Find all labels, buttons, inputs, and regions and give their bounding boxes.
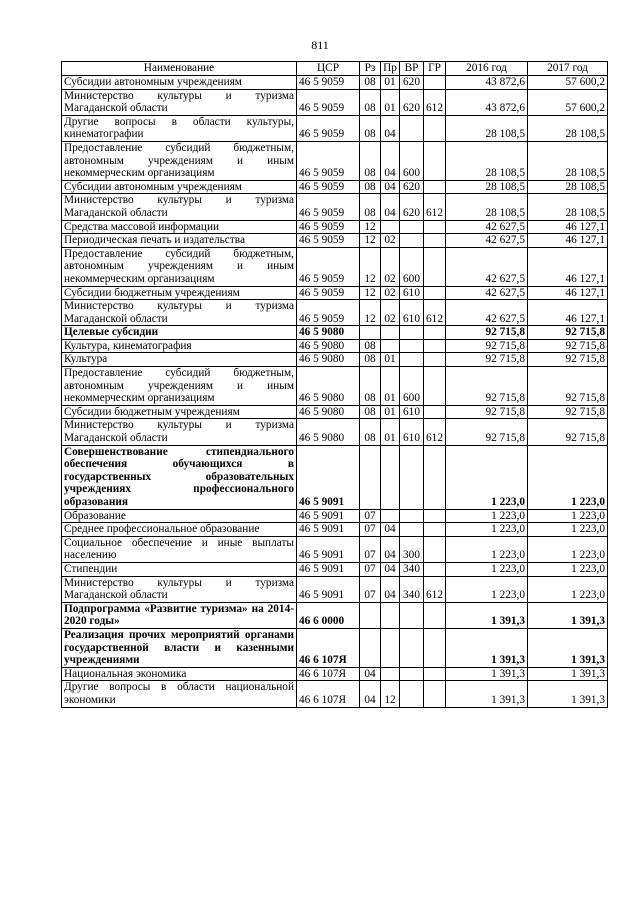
row-gr [424, 247, 446, 286]
row-gr [424, 445, 446, 509]
row-amount-2016: 1 223,0 [446, 536, 528, 562]
row-amount-2016: 1 223,0 [446, 509, 528, 523]
row-amount-2017: 1 223,0 [528, 523, 608, 537]
row-name: Другие вопросы в области культуры, кинематографии [62, 115, 297, 141]
row-amount-2017: 1 391,3 [528, 628, 608, 667]
row-rz: 04 [360, 681, 381, 707]
row-amount-2016: 1 223,0 [446, 523, 528, 537]
row-amount-2017: 1 391,3 [528, 667, 608, 681]
row-pr: 04 [381, 141, 400, 180]
row-pr: 04 [381, 576, 400, 602]
row-pr: 02 [381, 247, 400, 286]
row-name: Национальная экономика [62, 667, 297, 681]
row-amount-2017: 92 715,8 [528, 339, 608, 353]
row-csr: 46 5 9080 [297, 419, 360, 445]
row-name: Министерство культуры и туризма Магаданской области [62, 89, 297, 115]
row-name: Субсидии бюджетным учреждениям [62, 405, 297, 419]
row-gr [424, 339, 446, 353]
row-vr: 610 [400, 300, 424, 326]
row-csr: 46 6 107Я [297, 667, 360, 681]
row-rz: 08 [360, 115, 381, 141]
row-amount-2016: 1 391,3 [446, 667, 528, 681]
row-vr [400, 667, 424, 681]
table-row [62, 300, 608, 326]
table-row [62, 419, 608, 445]
row-name: Предоставление субсидий бюджетным, автономным учреждениям и иным некоммерческим организациям [62, 141, 297, 180]
row-vr: 610 [400, 405, 424, 419]
row-name: Культура, кинематография [62, 339, 297, 353]
row-vr [400, 220, 424, 234]
row-gr [424, 405, 446, 419]
row-pr: 02 [381, 286, 400, 300]
row-gr [424, 367, 446, 406]
row-rz: 08 [360, 180, 381, 194]
table-row [62, 367, 608, 406]
row-name: Реализация прочих мероприятий органами государственной власти и казенными учреждениями [62, 628, 297, 667]
row-rz: 08 [360, 141, 381, 180]
row-gr [424, 523, 446, 537]
row-gr [424, 220, 446, 234]
row-vr [400, 115, 424, 141]
row-amount-2016: 43 872,6 [446, 76, 528, 90]
row-name: Другие вопросы в области национальной экономики [62, 681, 297, 707]
row-vr [400, 326, 424, 340]
row-gr [424, 509, 446, 523]
row-pr: 04 [381, 115, 400, 141]
table-row [62, 667, 608, 681]
table-row [62, 509, 608, 523]
row-csr: 46 5 9059 [297, 180, 360, 194]
row-pr: 04 [381, 194, 400, 220]
row-csr: 46 5 9059 [297, 141, 360, 180]
row-csr: 46 5 9080 [297, 326, 360, 340]
row-csr: 46 5 9080 [297, 405, 360, 419]
row-vr: 600 [400, 247, 424, 286]
row-pr [381, 509, 400, 523]
budget-table [61, 61, 608, 708]
row-amount-2016: 28 108,5 [446, 141, 528, 180]
row-amount-2017: 1 391,3 [528, 681, 608, 707]
row-amount-2016: 1 223,0 [446, 576, 528, 602]
row-rz: 08 [360, 419, 381, 445]
row-name: Подпрограмма «Развитие туризма» на 2014-2020 годы» [62, 602, 297, 628]
row-amount-2017: 92 715,8 [528, 419, 608, 445]
row-rz: 07 [360, 576, 381, 602]
row-amount-2017: 28 108,5 [528, 141, 608, 180]
row-gr [424, 562, 446, 576]
row-vr [400, 681, 424, 707]
row-amount-2016: 42 627,5 [446, 220, 528, 234]
row-amount-2017: 46 127,1 [528, 234, 608, 248]
row-csr: 46 5 9059 [297, 234, 360, 248]
row-amount-2017: 1 223,0 [528, 562, 608, 576]
row-pr: 04 [381, 180, 400, 194]
table-row [62, 523, 608, 537]
row-csr: 46 5 9059 [297, 89, 360, 115]
row-name: Субсидии бюджетным учреждениям [62, 286, 297, 300]
table-row [62, 76, 608, 90]
row-name: Культура [62, 353, 297, 367]
row-rz: 08 [360, 76, 381, 90]
row-csr: 46 5 9059 [297, 194, 360, 220]
row-amount-2017: 28 108,5 [528, 194, 608, 220]
row-pr [381, 628, 400, 667]
row-vr: 340 [400, 562, 424, 576]
row-rz: 07 [360, 509, 381, 523]
row-vr: 620 [400, 180, 424, 194]
row-rz [360, 628, 381, 667]
header-vr: ВР [400, 62, 424, 76]
row-rz: 07 [360, 562, 381, 576]
row-csr: 46 6 107Я [297, 681, 360, 707]
row-gr: 612 [424, 194, 446, 220]
row-rz: 07 [360, 536, 381, 562]
row-pr [381, 667, 400, 681]
row-vr: 340 [400, 576, 424, 602]
row-amount-2016: 1 391,3 [446, 681, 528, 707]
row-amount-2017: 57 600,2 [528, 76, 608, 90]
row-amount-2017: 1 223,0 [528, 576, 608, 602]
row-amount-2017: 46 127,1 [528, 300, 608, 326]
row-vr [400, 234, 424, 248]
table-row [62, 562, 608, 576]
row-name: Субсидии автономным учреждениям [62, 76, 297, 90]
row-vr [400, 509, 424, 523]
row-gr [424, 681, 446, 707]
row-amount-2017: 28 108,5 [528, 180, 608, 194]
table-row [62, 286, 608, 300]
row-pr [381, 220, 400, 234]
row-amount-2017: 92 715,8 [528, 405, 608, 419]
table-row [62, 115, 608, 141]
table-row [62, 326, 608, 340]
row-vr [400, 339, 424, 353]
row-rz [360, 445, 381, 509]
row-amount-2016: 42 627,5 [446, 247, 528, 286]
table-row [62, 180, 608, 194]
row-name: Министерство культуры и туризма Магаданской области [62, 194, 297, 220]
row-amount-2016: 42 627,5 [446, 234, 528, 248]
row-name: Средства массовой информации [62, 220, 297, 234]
table-row [62, 141, 608, 180]
row-rz: 12 [360, 234, 381, 248]
row-csr: 46 5 9091 [297, 445, 360, 509]
row-pr: 01 [381, 89, 400, 115]
table-row [62, 353, 608, 367]
row-amount-2017: 92 715,8 [528, 367, 608, 406]
row-name: Министерство культуры и туризма Магаданской области [62, 300, 297, 326]
row-amount-2017: 1 223,0 [528, 536, 608, 562]
table-row [62, 576, 608, 602]
row-vr [400, 602, 424, 628]
table-row [62, 194, 608, 220]
row-csr: 46 5 9059 [297, 300, 360, 326]
header-csr: ЦСР [297, 62, 360, 76]
row-csr: 46 5 9080 [297, 353, 360, 367]
row-amount-2017: 1 391,3 [528, 602, 608, 628]
row-gr [424, 141, 446, 180]
row-amount-2016: 43 872,6 [446, 89, 528, 115]
row-gr [424, 628, 446, 667]
row-pr: 04 [381, 523, 400, 537]
row-amount-2016: 28 108,5 [446, 115, 528, 141]
row-gr: 612 [424, 419, 446, 445]
row-rz: 12 [360, 286, 381, 300]
row-name: Стипендии [62, 562, 297, 576]
row-amount-2016: 42 627,5 [446, 300, 528, 326]
table-row [62, 89, 608, 115]
row-csr: 46 5 9091 [297, 509, 360, 523]
row-rz: 07 [360, 523, 381, 537]
row-gr: 612 [424, 300, 446, 326]
row-pr: 01 [381, 405, 400, 419]
row-amount-2016: 42 627,5 [446, 286, 528, 300]
row-amount-2016: 1 223,0 [446, 445, 528, 509]
row-name: Совершенствование стипендиального обеспечения обучающихся в государственных образовательных учреждениях профессионального образования [62, 445, 297, 509]
table-row [62, 536, 608, 562]
table-row [62, 681, 608, 707]
row-gr [424, 536, 446, 562]
row-amount-2016: 92 715,8 [446, 326, 528, 340]
row-csr: 46 5 9080 [297, 339, 360, 353]
row-name: Министерство культуры и туризма Магаданской области [62, 576, 297, 602]
row-amount-2016: 92 715,8 [446, 419, 528, 445]
table-row [62, 445, 608, 509]
row-csr: 46 5 9091 [297, 536, 360, 562]
row-vr: 600 [400, 367, 424, 406]
row-pr: 04 [381, 562, 400, 576]
row-rz [360, 326, 381, 340]
row-rz: 08 [360, 89, 381, 115]
row-gr: 612 [424, 576, 446, 602]
row-amount-2016: 92 715,8 [446, 405, 528, 419]
row-amount-2017: 1 223,0 [528, 509, 608, 523]
row-amount-2016: 1 391,3 [446, 628, 528, 667]
row-amount-2016: 1 223,0 [446, 562, 528, 576]
row-gr [424, 326, 446, 340]
row-amount-2017: 28 108,5 [528, 115, 608, 141]
row-csr: 46 6 107Я [297, 628, 360, 667]
row-name: Социальное обеспечение и иные выплаты населению [62, 536, 297, 562]
row-vr: 600 [400, 141, 424, 180]
row-rz: 08 [360, 339, 381, 353]
row-vr: 620 [400, 76, 424, 90]
row-pr: 01 [381, 353, 400, 367]
row-gr [424, 602, 446, 628]
row-pr: 01 [381, 367, 400, 406]
row-amount-2017: 92 715,8 [528, 353, 608, 367]
row-amount-2017: 92 715,8 [528, 326, 608, 340]
row-gr [424, 76, 446, 90]
row-pr: 04 [381, 536, 400, 562]
row-amount-2017: 46 127,1 [528, 220, 608, 234]
row-name: Министерство культуры и туризма Магаданской области [62, 419, 297, 445]
row-gr [424, 667, 446, 681]
row-name: Среднее профессиональное образование [62, 523, 297, 537]
row-vr [400, 353, 424, 367]
page-number: 811 [311, 38, 329, 52]
row-amount-2017: 46 127,1 [528, 286, 608, 300]
header-year-2017: 2017 год [528, 62, 608, 76]
row-vr: 610 [400, 419, 424, 445]
header-year-2016: 2016 год [446, 62, 528, 76]
header-rz: Рз [360, 62, 381, 76]
row-amount-2016: 28 108,5 [446, 194, 528, 220]
row-vr [400, 523, 424, 537]
row-name: Предоставление субсидий бюджетным, автономным учреждениям и иным некоммерческим организациям [62, 247, 297, 286]
row-vr [400, 628, 424, 667]
row-rz: 08 [360, 194, 381, 220]
row-pr: 02 [381, 300, 400, 326]
row-pr [381, 326, 400, 340]
row-amount-2016: 28 108,5 [446, 180, 528, 194]
table-row [62, 339, 608, 353]
row-vr [400, 445, 424, 509]
row-rz: 08 [360, 367, 381, 406]
row-rz: 04 [360, 667, 381, 681]
row-amount-2016: 92 715,8 [446, 339, 528, 353]
row-rz: 08 [360, 405, 381, 419]
row-amount-2016: 92 715,8 [446, 353, 528, 367]
table-header-row [62, 62, 608, 76]
row-pr [381, 602, 400, 628]
row-gr [424, 115, 446, 141]
row-amount-2016: 92 715,8 [446, 367, 528, 406]
row-gr: 612 [424, 89, 446, 115]
table-body [62, 76, 608, 708]
row-csr: 46 5 9091 [297, 562, 360, 576]
row-vr: 610 [400, 286, 424, 300]
row-csr: 46 5 9059 [297, 220, 360, 234]
row-rz: 12 [360, 300, 381, 326]
table-row [62, 405, 608, 419]
row-rz [360, 602, 381, 628]
row-name: Целевые субсидии [62, 326, 297, 340]
row-csr: 46 5 9091 [297, 576, 360, 602]
row-csr: 46 5 9059 [297, 247, 360, 286]
row-csr: 46 5 9059 [297, 115, 360, 141]
row-csr: 46 5 9059 [297, 286, 360, 300]
row-name: Образование [62, 509, 297, 523]
row-csr: 46 5 9059 [297, 76, 360, 90]
row-rz: 12 [360, 220, 381, 234]
row-name: Периодическая печать и издательства [62, 234, 297, 248]
table-row [62, 602, 608, 628]
row-pr [381, 339, 400, 353]
row-pr [381, 445, 400, 509]
table-row [62, 220, 608, 234]
header-gr: ГР [424, 62, 446, 76]
row-amount-2016: 1 391,3 [446, 602, 528, 628]
row-vr: 620 [400, 194, 424, 220]
row-amount-2017: 46 127,1 [528, 247, 608, 286]
row-rz: 08 [360, 353, 381, 367]
row-gr [424, 180, 446, 194]
header-pr: Пр [381, 62, 400, 76]
table-row [62, 628, 608, 667]
row-gr [424, 234, 446, 248]
row-vr: 300 [400, 536, 424, 562]
row-vr: 620 [400, 89, 424, 115]
row-name: Субсидии автономным учреждениям [62, 180, 297, 194]
row-csr: 46 6 0000 [297, 602, 360, 628]
row-pr: 01 [381, 419, 400, 445]
header-name: Наименование [62, 62, 297, 76]
row-amount-2017: 1 223,0 [528, 445, 608, 509]
row-amount-2017: 57 600,2 [528, 89, 608, 115]
row-csr: 46 5 9091 [297, 523, 360, 537]
row-pr: 12 [381, 681, 400, 707]
row-gr [424, 353, 446, 367]
table-row [62, 234, 608, 248]
table-row [62, 247, 608, 286]
row-rz: 12 [360, 247, 381, 286]
row-pr: 01 [381, 76, 400, 90]
row-csr: 46 5 9080 [297, 367, 360, 406]
row-name: Предоставление субсидий бюджетным, автономным учреждениям и иным некоммерческим организациям [62, 367, 297, 406]
row-pr: 02 [381, 234, 400, 248]
row-gr [424, 286, 446, 300]
